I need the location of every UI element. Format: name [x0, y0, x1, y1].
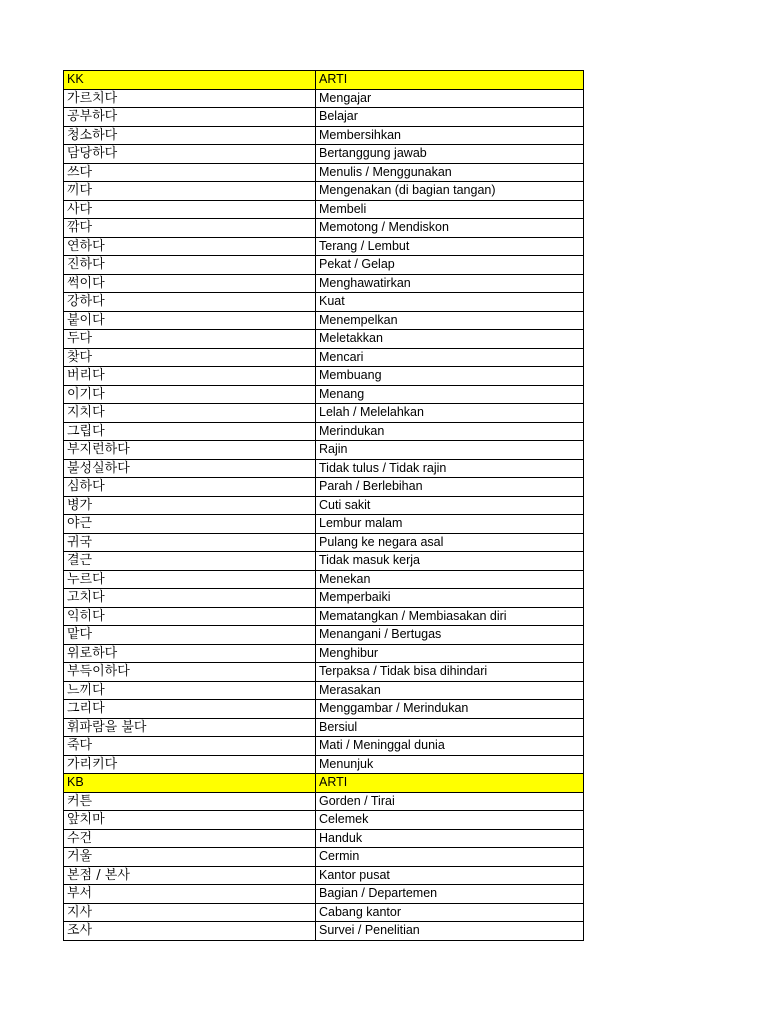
- meaning-cell: Membuang: [316, 367, 584, 386]
- korean-word-cell: 야근: [64, 515, 316, 534]
- table-row: [64, 219, 584, 238]
- korean-word-cell: 느끼다: [64, 681, 316, 700]
- korean-word-cell: 결근: [64, 552, 316, 571]
- korean-word-cell: 연하다: [64, 237, 316, 256]
- table-row: [64, 422, 584, 441]
- korean-word-cell: 거울: [64, 848, 316, 867]
- korean-word-cell: 불성실하다: [64, 459, 316, 478]
- table-row: [64, 311, 584, 330]
- korean-word-cell: 진하다: [64, 256, 316, 275]
- korean-word-cell: 부서: [64, 885, 316, 904]
- table-row: [64, 700, 584, 719]
- korean-word-cell: 가르치다: [64, 89, 316, 108]
- korean-word-cell: 본점 / 본사: [64, 866, 316, 885]
- meaning-cell: Survei / Penelitian: [316, 922, 584, 941]
- korean-word-cell: 위로하다: [64, 644, 316, 663]
- table-row: [64, 145, 584, 164]
- table-row: [64, 404, 584, 423]
- korean-word-cell: 쓰다: [64, 163, 316, 182]
- korean-word-cell: 고치다: [64, 589, 316, 608]
- header-word-class: KB: [64, 774, 316, 793]
- table-row: [64, 589, 584, 608]
- meaning-cell: Menghibur: [316, 644, 584, 663]
- meaning-cell: Bertanggung jawab: [316, 145, 584, 164]
- korean-word-cell: 붙이다: [64, 311, 316, 330]
- table-row: [64, 829, 584, 848]
- header-word-class: KK: [64, 71, 316, 90]
- korean-word-cell: 공부하다: [64, 108, 316, 127]
- table-row: [64, 108, 584, 127]
- meaning-cell: Meletakkan: [316, 330, 584, 349]
- table-row: [64, 626, 584, 645]
- korean-word-cell: 썩이다: [64, 274, 316, 293]
- meaning-cell: Menang: [316, 385, 584, 404]
- korean-word-cell: 귀국: [64, 533, 316, 552]
- table-row: [64, 441, 584, 460]
- table-row: [64, 885, 584, 904]
- table-row: [64, 348, 584, 367]
- korean-word-cell: 지치다: [64, 404, 316, 423]
- korean-word-cell: 그리다: [64, 700, 316, 719]
- table-row: [64, 274, 584, 293]
- meaning-cell: Celemek: [316, 811, 584, 830]
- korean-word-cell: 휘파람을 불다: [64, 718, 316, 737]
- meaning-cell: Rajin: [316, 441, 584, 460]
- table-row: [64, 811, 584, 830]
- table-row: [64, 515, 584, 534]
- meaning-cell: Menghawatirkan: [316, 274, 584, 293]
- table-row: [64, 367, 584, 386]
- meaning-cell: Cuti sakit: [316, 496, 584, 515]
- korean-word-cell: 병가: [64, 496, 316, 515]
- korean-word-cell: 끼다: [64, 182, 316, 201]
- korean-word-cell: 익히다: [64, 607, 316, 626]
- korean-word-cell: 사다: [64, 200, 316, 219]
- korean-word-cell: 찾다: [64, 348, 316, 367]
- vocabulary-table: [63, 70, 584, 941]
- meaning-cell: Lembur malam: [316, 515, 584, 534]
- table-row: [64, 718, 584, 737]
- table-row: [64, 459, 584, 478]
- korean-word-cell: 심하다: [64, 478, 316, 497]
- meaning-cell: Menunjuk: [316, 755, 584, 774]
- korean-word-cell: 커튼: [64, 792, 316, 811]
- table-row: [64, 570, 584, 589]
- korean-word-cell: 버리다: [64, 367, 316, 386]
- meaning-cell: Merasakan: [316, 681, 584, 700]
- table-row: [64, 663, 584, 682]
- meaning-cell: Merindukan: [316, 422, 584, 441]
- table-row: [64, 903, 584, 922]
- meaning-cell: Menangani / Bertugas: [316, 626, 584, 645]
- table-row: [64, 552, 584, 571]
- meaning-cell: Menulis / Menggunakan: [316, 163, 584, 182]
- table-row: [64, 126, 584, 145]
- meaning-cell: Tidak tulus / Tidak rajin: [316, 459, 584, 478]
- table-row: [64, 866, 584, 885]
- meaning-cell: Membeli: [316, 200, 584, 219]
- meaning-cell: Terang / Lembut: [316, 237, 584, 256]
- korean-word-cell: 청소하다: [64, 126, 316, 145]
- table-row: [64, 237, 584, 256]
- vocabulary-sheet: [63, 70, 583, 941]
- korean-word-cell: 맡다: [64, 626, 316, 645]
- table-row: [64, 681, 584, 700]
- meaning-cell: Menempelkan: [316, 311, 584, 330]
- meaning-cell: Cabang kantor: [316, 903, 584, 922]
- table-row: [64, 478, 584, 497]
- korean-word-cell: 그립다: [64, 422, 316, 441]
- section-header-row: [64, 71, 584, 90]
- meaning-cell: Tidak masuk kerja: [316, 552, 584, 571]
- table-row: [64, 755, 584, 774]
- table-row: [64, 182, 584, 201]
- meaning-cell: Mengajar: [316, 89, 584, 108]
- meaning-cell: Terpaksa / Tidak bisa dihindari: [316, 663, 584, 682]
- header-meaning: ARTI: [316, 71, 584, 90]
- meaning-cell: Cermin: [316, 848, 584, 867]
- meaning-cell: Mematangkan / Membiasakan diri: [316, 607, 584, 626]
- meaning-cell: Pekat / Gelap: [316, 256, 584, 275]
- meaning-cell: Mengenakan (di bagian tangan): [316, 182, 584, 201]
- meaning-cell: Kuat: [316, 293, 584, 312]
- table-row: [64, 922, 584, 941]
- meaning-cell: Parah / Berlebihan: [316, 478, 584, 497]
- meaning-cell: Kantor pusat: [316, 866, 584, 885]
- section-header-row: [64, 774, 584, 793]
- korean-word-cell: 지사: [64, 903, 316, 922]
- korean-word-cell: 가리키다: [64, 755, 316, 774]
- vocabulary-table-body: [64, 71, 584, 941]
- korean-word-cell: 두다: [64, 330, 316, 349]
- meaning-cell: Mati / Meninggal dunia: [316, 737, 584, 756]
- table-row: [64, 848, 584, 867]
- meaning-cell: Gorden / Tirai: [316, 792, 584, 811]
- korean-word-cell: 부득이하다: [64, 663, 316, 682]
- table-row: [64, 330, 584, 349]
- korean-word-cell: 깎다: [64, 219, 316, 238]
- korean-word-cell: 강하다: [64, 293, 316, 312]
- korean-word-cell: 부지런하다: [64, 441, 316, 460]
- table-row: [64, 256, 584, 275]
- header-meaning: ARTI: [316, 774, 584, 793]
- meaning-cell: Memperbaiki: [316, 589, 584, 608]
- table-row: [64, 163, 584, 182]
- meaning-cell: Handuk: [316, 829, 584, 848]
- meaning-cell: Memotong / Mendiskon: [316, 219, 584, 238]
- table-row: [64, 496, 584, 515]
- meaning-cell: Pulang ke negara asal: [316, 533, 584, 552]
- korean-word-cell: 죽다: [64, 737, 316, 756]
- korean-word-cell: 수건: [64, 829, 316, 848]
- table-row: [64, 644, 584, 663]
- korean-word-cell: 누르다: [64, 570, 316, 589]
- meaning-cell: Membersihkan: [316, 126, 584, 145]
- korean-word-cell: 담당하다: [64, 145, 316, 164]
- table-row: [64, 533, 584, 552]
- meaning-cell: Bagian / Departemen: [316, 885, 584, 904]
- meaning-cell: Menggambar / Merindukan: [316, 700, 584, 719]
- meaning-cell: Belajar: [316, 108, 584, 127]
- table-row: [64, 89, 584, 108]
- table-row: [64, 607, 584, 626]
- table-row: [64, 200, 584, 219]
- meaning-cell: Bersiul: [316, 718, 584, 737]
- table-row: [64, 385, 584, 404]
- korean-word-cell: 조사: [64, 922, 316, 941]
- table-row: [64, 792, 584, 811]
- korean-word-cell: 이기다: [64, 385, 316, 404]
- meaning-cell: Menekan: [316, 570, 584, 589]
- korean-word-cell: 앞치마: [64, 811, 316, 830]
- table-row: [64, 737, 584, 756]
- meaning-cell: Lelah / Melelahkan: [316, 404, 584, 423]
- table-row: [64, 293, 584, 312]
- meaning-cell: Mencari: [316, 348, 584, 367]
